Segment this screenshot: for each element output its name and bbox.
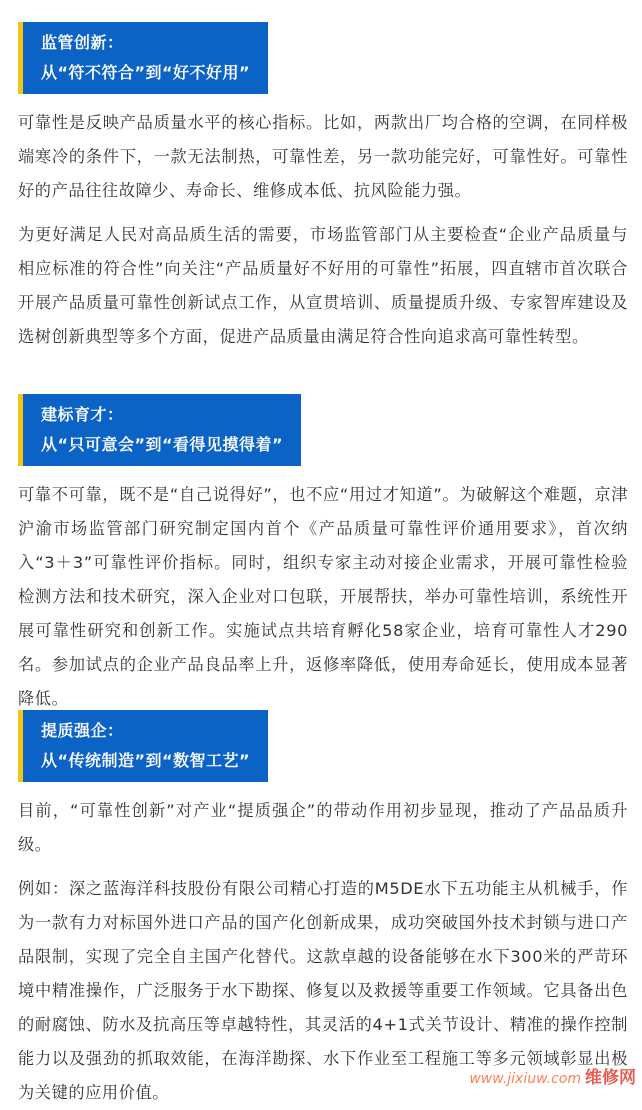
- watermark-url: www.jixiuw.com: [469, 1071, 581, 1087]
- section-heading-subtitle: 从“符不符合”到“好不好用”: [41, 63, 251, 82]
- watermark: [469, 1063, 636, 1088]
- paragraph: 可靠性是反映产品质量水平的核心指标。比如，两款出厂均合格的空调，在同样极端寒冷的条件下，一款无法制热，可靠性差，另一款功能完好，可靠性好。可靠性好的产品往往故障少、寿命长、维修成本低、抗风险能力强。: [18, 113, 628, 200]
- section-heading-1: [18, 22, 268, 94]
- paragraph: 可靠不可靠，既不是“自己说得好”，也不应“用过才知道”。为破解这个难题，京津沪渝市场监管部门研究制定国内首个《产品质量可靠性评价通用要求》，首次纳入“3＋3”可靠性评价指标。同时，组织专家主动对接企业需求，开展可靠性检验检测方法和技术研究，深入企业对口包联，开展帮扶，举办可靠性培训，系统性开展可靠性研究和创新工作。实施试点共培育孵化58家企业，培育可靠性人才290名。参加试点的企业产品良品率上升，返修率降低，使用寿命延长，使用成本显著降低。: [18, 485, 628, 708]
- paragraph: 例如：深之蓝海洋科技股份有限公司精心打造的M5DE水下五功能主从机械手，作为一款有力对标国外进口产品的国产化创新成果，成功突破国外技术封锁与进口产品限制，实现了完全自主国产化替代。这款卓越的设备能够在水下300米的严苛环境中精准操作，广泛服务于水下勘探、修复以及救援等重要工作领域。它具备出色的耐腐蚀、防水及抗高压等卓越特性，其灵活的4+1式关节设计、精准的操作控制能力以及强劲的抓取效能，在海洋勘探、水下作业至工程施工等多元领域彰显出极为关键的应用价值。: [18, 879, 628, 1102]
- paragraph: 为更好满足人民对高品质生活的需要，市场监管部门从主要检查“企业产品质量与相应标准的符合性”向关注“产品质量好不好用的可靠性”拓展，四直辖市首次联合开展产品质量可靠性创新试点工作，从宣贯培训、质量提质升级、专家智库建设及选树创新典型等多个方面，促进产品质量由满足符合性向追求高可靠性转型。: [18, 225, 628, 346]
- section-heading-subtitle: 从“只可意会”到“看得见摸得着”: [41, 435, 284, 454]
- section-heading-title: 监管创新：: [41, 33, 124, 52]
- paragraph: 目前，“可靠性创新”对产业“提质强企”的带动作用初步显现，推动了产品品质升级。: [18, 801, 628, 854]
- section-heading-3: [18, 710, 268, 782]
- watermark-label: 维修网: [585, 1068, 636, 1088]
- section-heading-title: 建标育才：: [41, 405, 124, 424]
- section-heading-2: [18, 394, 301, 466]
- section-heading-title: 提质强企：: [41, 721, 124, 740]
- section-heading-subtitle: 从“传统制造”到“数智工艺”: [41, 751, 251, 770]
